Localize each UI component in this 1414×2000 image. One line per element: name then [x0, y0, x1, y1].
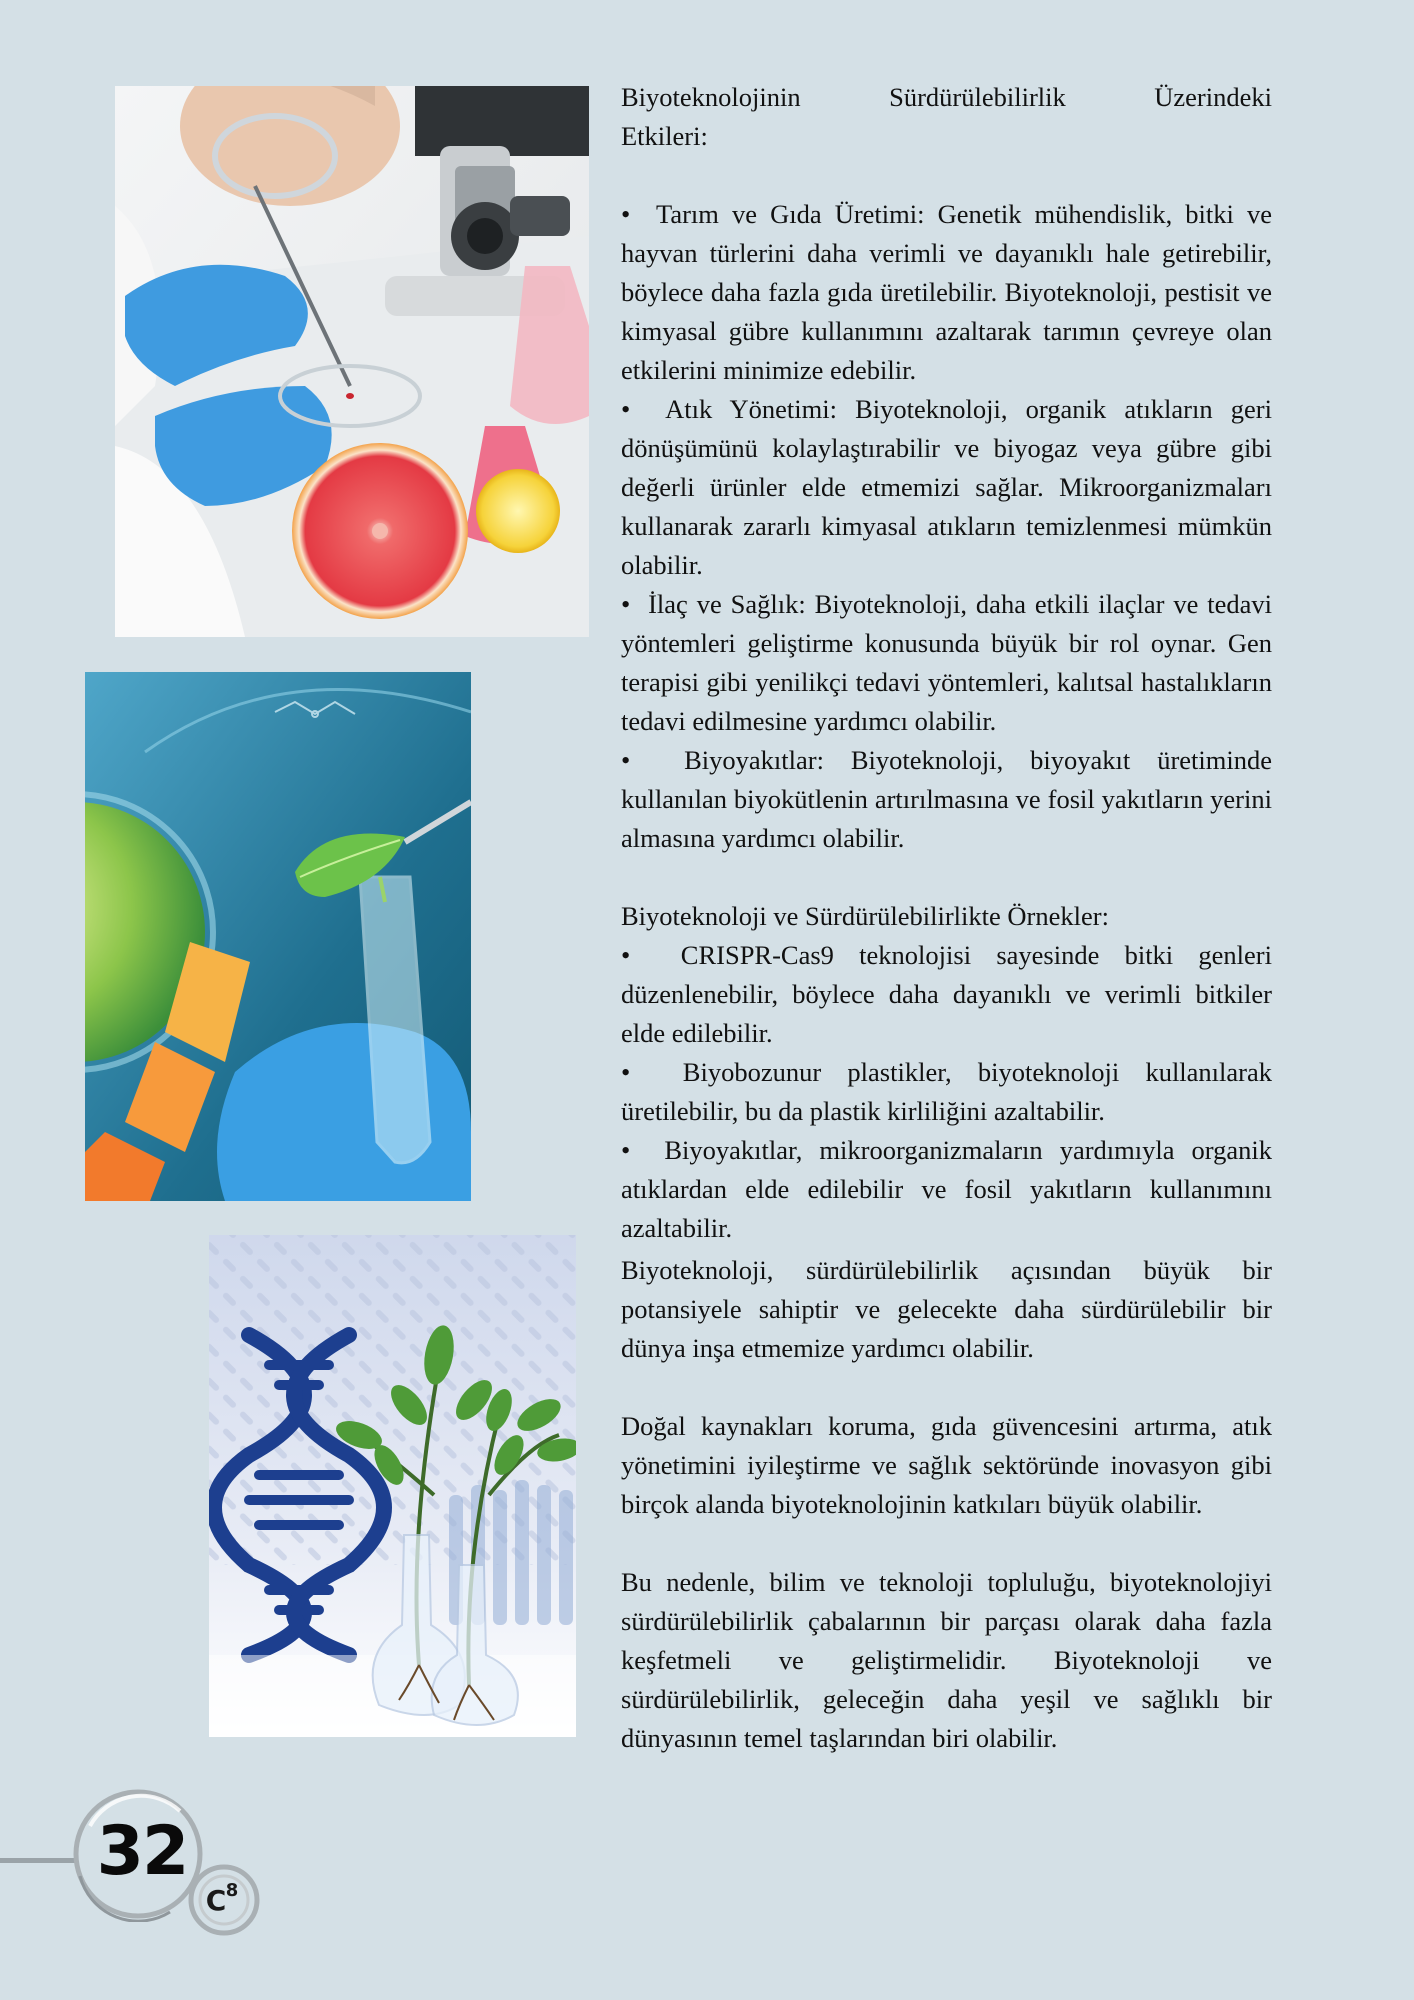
example-biofuels: • Biyoyakıtlar, mikroorganizmaların yardımıyla organik atıklardan elde edilebilir ve fosil yakıtların kullanımını azaltabilir.	[621, 1135, 1272, 1243]
contributions-paragraph: Doğal kaynakları koruma, gıda güvencesini artırma, atık yönetimini iyileştirme ve sağlık sektöründe inovasyon gibi birçok alanda biyoteknolojinin katkıları büyük olabilir.	[621, 1411, 1272, 1519]
effect-waste: • Atık Yönetimi: Biyoteknoloji, organik atıkların geri dönüşümünü kolaylaştırabilir ve biyogaz veya gübre gibi değerli ürünler elde etmemizi sağlar. Mikroorganizmaları kullanarak zararlı kimyasal atıkların temizlenmesi mümkün olabilir.	[621, 394, 1272, 580]
dna-plants-photo	[209, 1235, 576, 1737]
page-number-rule	[0, 1858, 78, 1863]
article-body	[621, 78, 1272, 1758]
example-crispr: • CRISPR-Cas9 teknolojisi sayesinde bitki genleri düzenlenebilir, böylece daha dayanıklı ve verimli bitkiler elde edilebilir.	[621, 940, 1272, 1048]
effect-biofuels: • Biyoyakıtlar: Biyoteknoloji, biyoyakıt üretiminde kullanılan biyokütlenin artırılmasına ve fosil yakıtların yerini almasına yardımcı olabilir.	[621, 745, 1272, 853]
examples-heading: Biyoteknoloji ve Sürdürülebilirlikte Örnekler:	[621, 901, 1109, 931]
effect-health: • İlaç ve Sağlık: Biyoteknoloji, daha etkili ilaçlar ve tedavi yöntemleri geliştirme konusunda büyük bir rol oynar. Gen terapisi gibi yenilikçi tedavi yöntemleri, kalıtsal hastalıkların tedavi edilmesine yardımcı olabilir.	[621, 589, 1273, 736]
effect-agriculture: • Tarım ve Gıda Üretimi: Genetik mühendislik, bitki ve hayvan türlerini daha verimli ve dayanıklı hale getirebilir, böylece daha fazla gıda üretilebilir. Biyoteknoloji, pestisit ve kimyasal gübre kullanımını azaltarak tarımın çevreye olan etkilerini minimize edebilir.	[621, 199, 1272, 385]
example-bioplastics: • Biyobozunur plastikler, biyoteknoloji kullanılarak üretilebilir, bu da plastik kirliliğini azaltabilir.	[621, 1057, 1273, 1126]
article-heading-cont: Etkileri:	[621, 121, 708, 151]
page-number: 32	[96, 1812, 188, 1891]
c8-logo-icon	[186, 1862, 262, 1938]
seedling-test-tube-photo	[85, 672, 471, 1201]
svg-text:C: C	[205, 1884, 227, 1917]
conclusion-paragraph: Bu nedenle, bilim ve teknoloji topluluğu, biyoteknolojiyi sürdürülebilirlik çabalarının bir parçası olarak daha fazla keşfetmeli ve geliştirmelidir. Biyoteknoloji ve sürdürülebilirlik, geleceğin daha yeşil ve sağlıklı bir dünyasının temel taşlarından biri olabilir.	[621, 1567, 1272, 1753]
summary-paragraph: Biyoteknoloji, sürdürülebilirlik açısından büyük bir potansiyele sahiptir ve gelecekte daha sürdürülebilir bir dünya inşa etmemize yardımcı olabilir.	[621, 1255, 1272, 1363]
svg-text:8: 8	[225, 1880, 239, 1901]
lab-scientist-photo	[115, 86, 589, 637]
article-heading: Biyoteknolojinin Sürdürülebilirlik Üzerindeki	[621, 82, 1272, 112]
